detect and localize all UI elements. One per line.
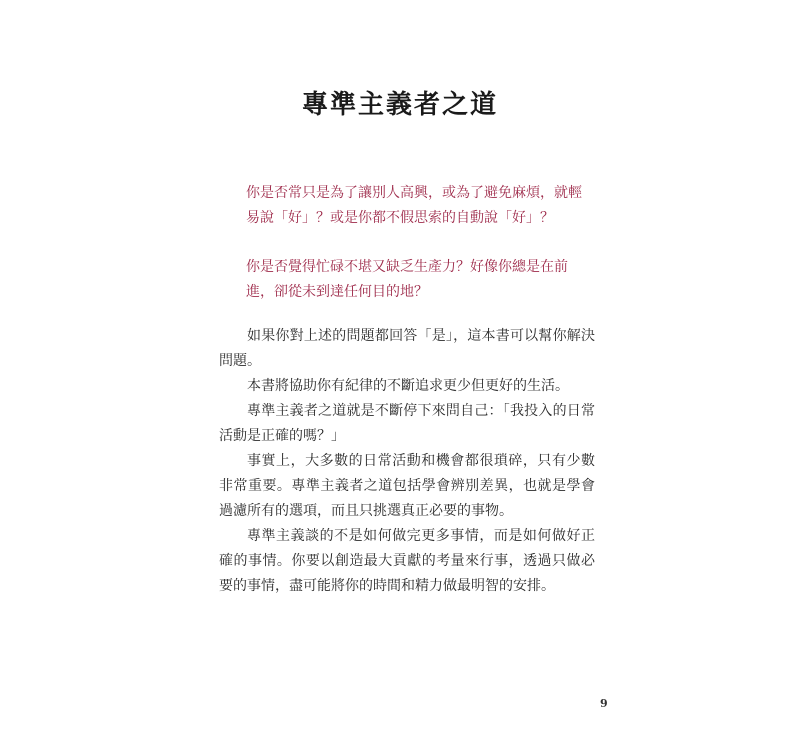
question-block xyxy=(246,181,586,329)
body-paragraph: 如果你對上述的問題都回答「是」，這本書可以幫你解決問題。 xyxy=(219,328,595,369)
question-paragraph: 你是否常只是為了讓別人高興，或為了避免麻煩，就輕易說「好」？或是你都不假思索的自動說「好」？ xyxy=(246,185,582,226)
body-text xyxy=(219,324,595,599)
body-paragraph: 事實上，大多數的日常活動和機會都很瑣碎，只有少數非常重要。專準主義者之道包括學會辨別差異，也就是學會過濾所有的選項，而且只挑選真正必要的事物。 xyxy=(219,453,595,519)
chapter-title: 專準主義者之道 xyxy=(301,90,498,120)
body-paragraph: 本書將協助你有紀律的不斷追求更少但更好的生活。 xyxy=(247,378,569,394)
body-paragraph: 專準主義者之道就是不斷停下來問自己：「我投入的日常活動是正確的嗎？」 xyxy=(219,403,595,444)
page-number: 9 xyxy=(600,697,608,710)
body-paragraph: 專準主義談的不是如何做完更多事情，而是如何做好正確的事情。你要以創造最大貢獻的考量來行事，透過只做必要的事情，盡可能將你的時間和精力做最明智的安排。 xyxy=(219,528,595,594)
question-paragraph: 你是否覺得忙碌不堪又缺乏生產力？好像你總是在前進，卻從未到達任何目的地？ xyxy=(246,259,568,300)
